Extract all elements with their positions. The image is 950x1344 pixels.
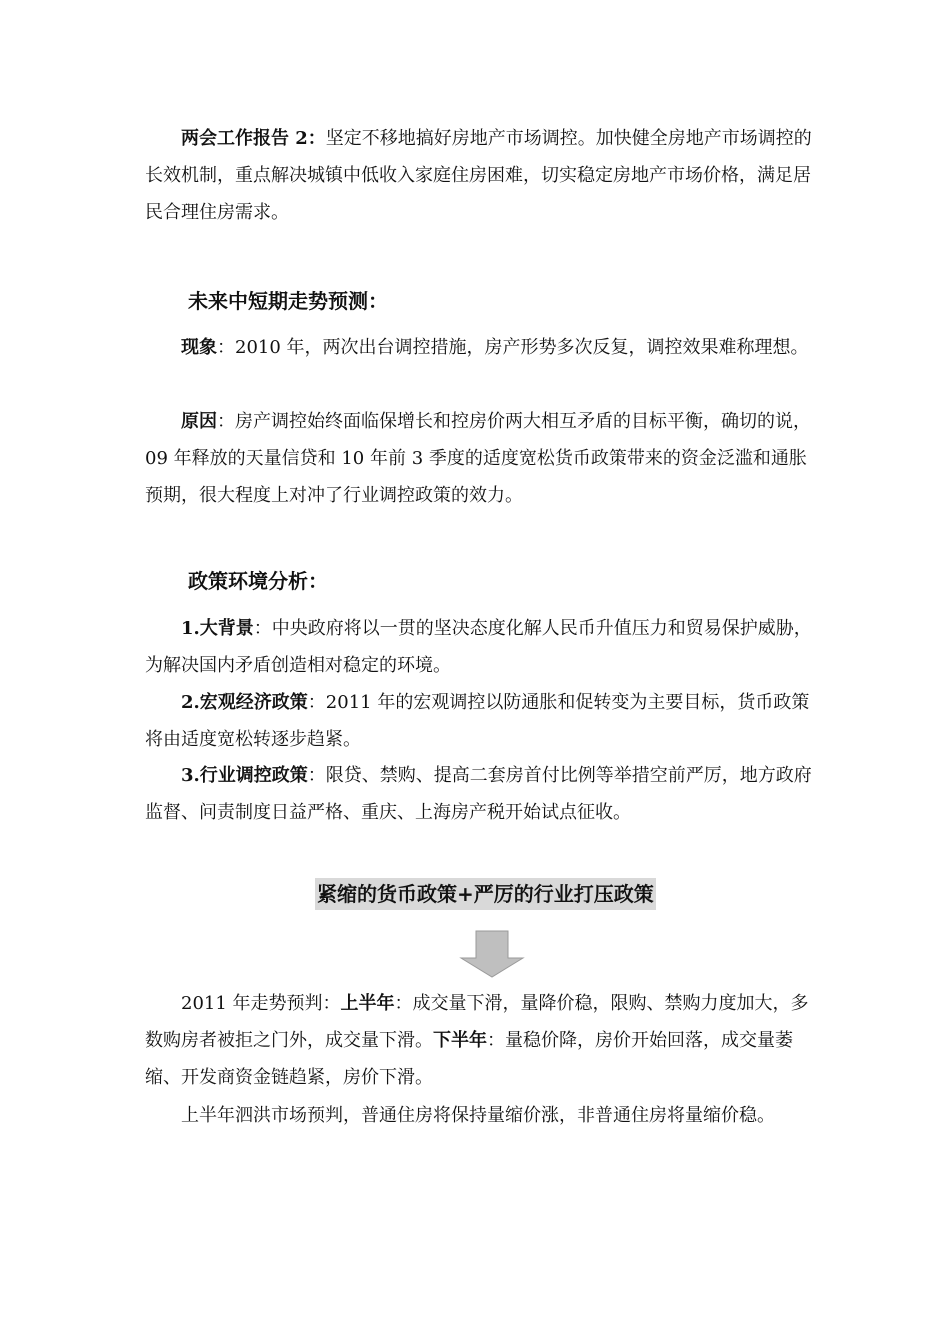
policy-item-label: 3.行业调控政策 xyxy=(181,765,308,786)
local-forecast-paragraph: 上半年泗洪市场预判，普通住房将保持量缩价涨，非普通住房将量缩价稳。 xyxy=(181,1105,775,1126)
policy-item-label: 2.宏观经济政策 xyxy=(181,692,308,713)
policy-heading: 政策环境分析： xyxy=(188,569,328,593)
reason-text: ：房产调控始终面临保增长和控房价两大相互矛盾的目标平衡，确切的说，09 年释放的天量信贷和 10 年前 3 季度的适度宽松货币政策带来的资金泛滥和通胀预期，很大程度上对冲了行业调控政策的效力。 xyxy=(145,411,811,506)
forecast-heading: 未来中短期走势预测： xyxy=(188,289,388,313)
policy-summary-banner: 紧缩的货币政策+严厉的行业打压政策 xyxy=(315,878,656,910)
report-paragraph xyxy=(145,120,813,231)
policy-item-text: ：中央政府将以一贯的坚决态度化解人民币升值压力和贸易保护威胁，为解决国内矛盾创造相对稳定的环境。 xyxy=(145,618,812,676)
phenomenon-text: ：2010 年，两次出台调控措施，房产形势多次反复，调控效果难称理想。 xyxy=(217,337,809,358)
phenomenon-label: 现象 xyxy=(181,337,217,358)
policy-item-label: 1.大背景 xyxy=(181,618,254,639)
report-text: 坚定不移地搞好房地产市场调控。加快健全房地产市场调控的长效机制，重点解决城镇中低收入家庭住房困难，切实稳定房地产市场价格，满足居民合理住房需求。 xyxy=(145,128,812,223)
phenomenon-paragraph xyxy=(145,329,813,366)
down-arrow-icon xyxy=(459,930,525,978)
policy-item xyxy=(145,757,813,831)
second-half-text: ：量稳价降，房价开始回落，成交量萎缩、开发商资金链趋紧，房价下滑。 xyxy=(145,1030,793,1088)
first-half-text: ：成交量下滑，量降价稳，限购、禁购力度加大，多数购房者被拒之门外，成交量下滑。 xyxy=(145,993,809,1051)
outlook-intro: 2011 年走势预判： xyxy=(181,993,341,1014)
first-half-label: 上半年 xyxy=(340,993,395,1014)
reason-paragraph xyxy=(145,403,813,514)
policy-item xyxy=(145,684,813,758)
report-lead: 两会工作报告 2： xyxy=(181,128,326,149)
outlook-paragraph xyxy=(145,985,813,1096)
policy-item xyxy=(145,610,813,684)
policy-item-text: ：限贷、禁购、提高二套房首付比例等举措空前严厉，地方政府监督、问责制度日益严格、重庆、上海房产税开始试点征收。 xyxy=(145,765,812,823)
second-half-label: 下半年 xyxy=(433,1030,487,1051)
reason-label: 原因 xyxy=(181,411,217,432)
policy-item-text: ：2011 年的宏观调控以防通胀和促转变为主要目标，货币政策将由适度宽松转逐步趋紧。 xyxy=(145,692,810,750)
